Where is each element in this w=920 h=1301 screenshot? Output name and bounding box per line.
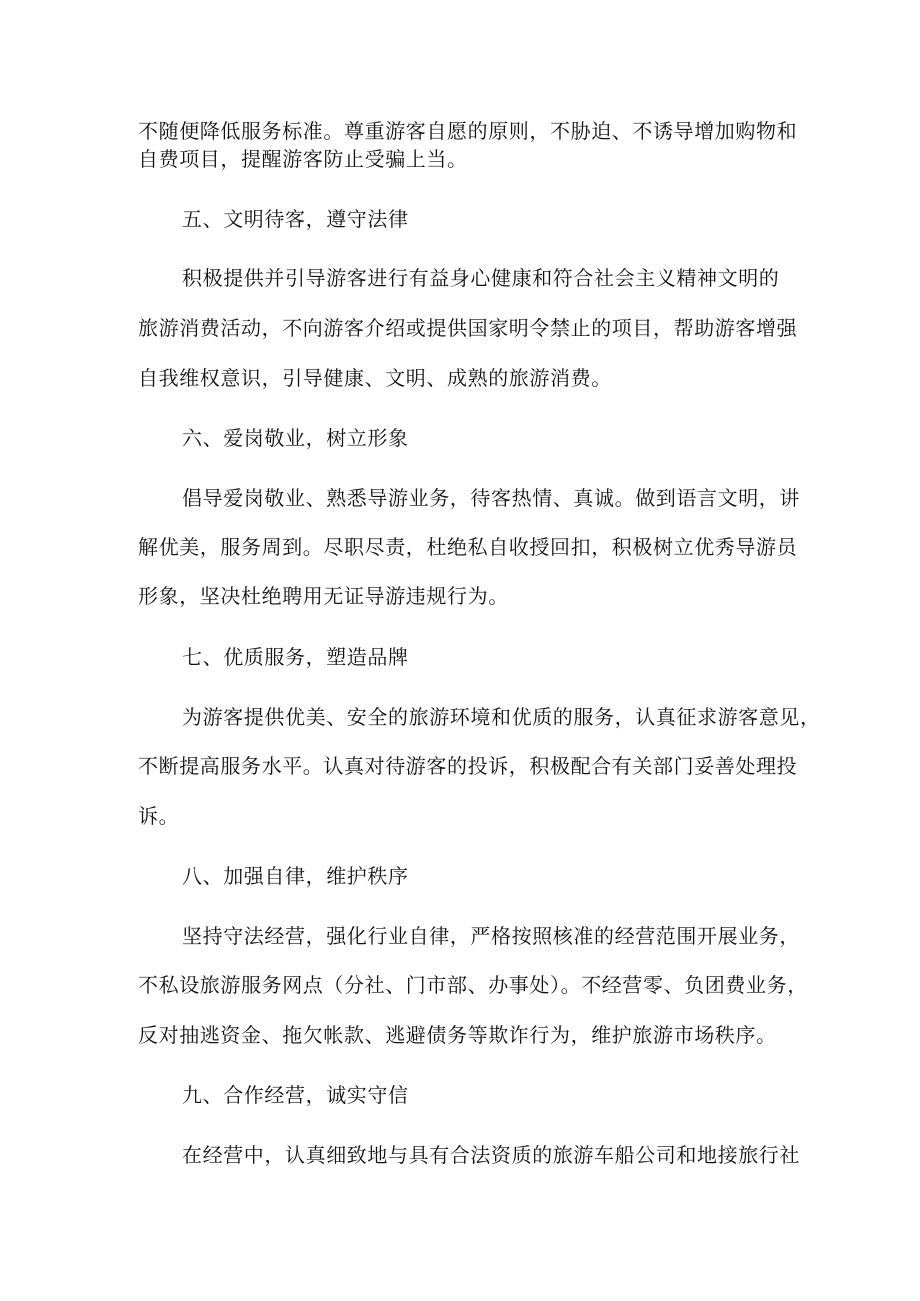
section-heading: 七、优质服务，塑造品牌	[182, 645, 409, 669]
paragraph-line: 解优美，服务周到。尽职尽责，杜绝私自收授回扣，积极树立优秀导游员	[138, 535, 798, 559]
paragraph-line: 自费项目，提醒游客防止受骗上当。	[138, 147, 468, 171]
paragraph-line: 不随便降低服务标准。尊重游客自愿的原则，不胁迫、不诱导增加购物和	[138, 119, 798, 143]
paragraph-line: 自我维权意识，引导健康、文明、成熟的旅游消费。	[138, 366, 612, 390]
paragraph-line: 不私设旅游服务网点（分社、门市部、办事处）。不经营零、负团费业务，	[138, 973, 808, 997]
paragraph-line: 积极提供并引导游客进行有益身心健康和符合社会主义精神文明的	[182, 266, 780, 290]
paragraph-line: 诉。	[138, 804, 180, 828]
paragraph-line: 旅游消费活动，不向游客介绍或提供国家明令禁止的项目，帮助游客增强	[138, 316, 798, 340]
paragraph-line: 在经营中，认真细致地与具有合法资质的旅游车船公司和地接旅行社	[182, 1143, 800, 1167]
paragraph-line: 不断提高服务水平。认真对待游客的投诉，积极配合有关部门妥善处理投	[138, 754, 798, 778]
section-heading: 八、加强自律，维护秩序	[182, 864, 409, 888]
paragraph-line: 为游客提供优美、安全的旅游环境和优质的服务，认真征求游客意见，	[182, 705, 821, 729]
section-heading: 五、文明待客，遵守法律	[182, 207, 409, 231]
paragraph-line: 倡导爱岗敬业、熟悉导游业务，待客热情、真诚。做到语言文明，讲	[182, 486, 800, 510]
section-heading: 六、爱岗敬业，树立形象	[182, 426, 409, 450]
paragraph-line: 坚持守法经营，强化行业自律，严格按照核准的经营范围开展业务，	[182, 924, 800, 948]
paragraph-line: 形象，坚决杜绝聘用无证导游违规行为。	[138, 584, 509, 608]
paragraph-line: 反对抽逃资金、拖欠帐款、逃避债务等欺诈行为，维护旅游市场秩序。	[138, 1023, 777, 1047]
section-heading: 九、合作经营，诚实守信	[182, 1083, 409, 1107]
